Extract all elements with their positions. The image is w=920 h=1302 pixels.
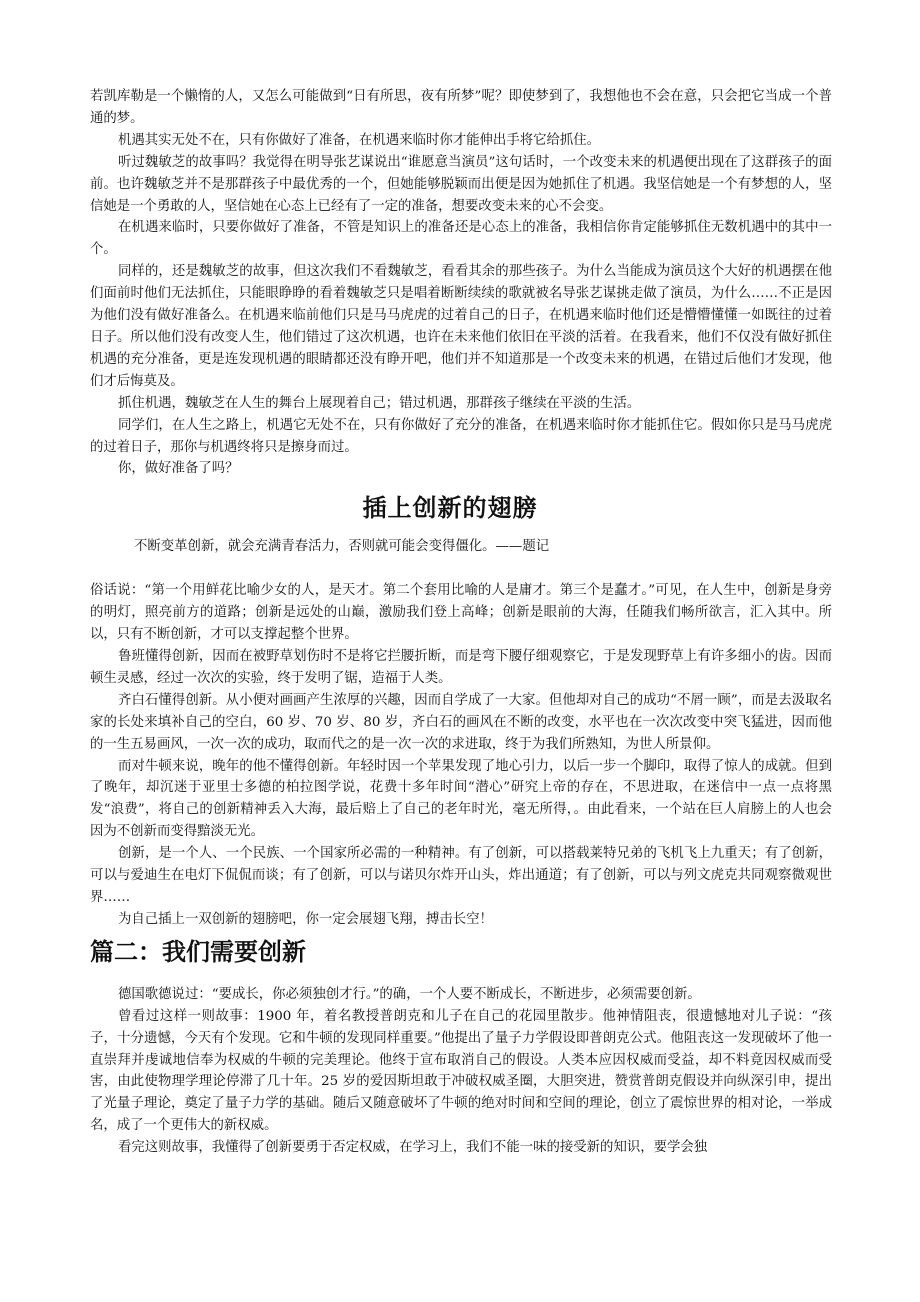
paragraph: 齐白石懂得创新。从小便对画画产生浓厚的兴趣，因而自学成了一大家。但他却对自己的成功“不屑一顾”，而是去汲取名家的长处来填补自己的空白，60 岁、70 岁、80 岁，齐白石的画风在不断的改变，水平也在一次次改变中突飞猛进，因而他的一生五易画风，一次一次的成功，取而代之的是一次一次的求进取，终于为我们所熟知，为世人所景仰。	[90, 692, 832, 752]
paragraph: 在机遇来临时，只要你做好了准备，不管是知识上的准备还是心态上的准备，我相信你肯定能够抓住无数机遇中的其中一个。	[90, 220, 832, 258]
paragraph: 抓住机遇，魏敏芝在人生的舞台上展现着自己；错过机遇，那群孩子继续在平淡的生活。	[118, 395, 641, 411]
paragraph: 而对牛顿来说，晚年的他不懂得创新。年轻时因一个苹果发现了地心引力，以后一步一个脚印，取得了惊人的成就。但到了晚年，却沉迷于亚里士多德的柏拉图学说，花费十多年时间“潜心”研究上帝的存在，不思进取，在迷信中一点一点将黑发“浪费”，将自己的创新精神丢入大海，最后赔上了自己的老年时光，毫无所得，。由此看来，一个站在巨人肩膀上的人也会因为不创新而变得黯淡无光。	[90, 758, 832, 840]
essay-1-body	[90, 86, 832, 480]
paragraph: 若凯库勒是一个懒惰的人，又怎么可能做到“日有所思，夜有所梦”呢？即使梦到了，我想他也不会在意，只会把它当成一个普通的梦。	[90, 89, 832, 126]
paragraph: 俗话说：“第一个用鲜花比喻少女的人，是天才。第二个套用比喻的人是庸才。第三个是蠢才。”可见，在人生中，创新是身旁的明灯，照亮前方的道路；创新是远处的山巅，激励我们登上高峰；创新是眼前的大海，任随我们畅所欲言，汇入其中。所以，只有不断创新，才可以支撑起整个世界。	[90, 583, 832, 643]
paragraph: 听过魏敏芝的故事吗？我觉得在明导张艺谋说出“谁愿意当演员”这句话时，一个改变未来的机遇便出现在了这群孩子的面前。也许魏敏芝并不是那群孩子中最优秀的一个，但她能够脱颖而出便是因为她抓住了机遇。我坚信她是一个有梦想的人，坚信她是一个勇敢的人，坚信她在心态上已经有了一定的准备，想要改变未来的心不会变。	[90, 154, 832, 214]
essay-2-epigraph: 不断变革创新，就会充满青春活力，否则就可能会变得僵化。——题记	[134, 539, 550, 555]
section-heading: 篇二：我们需要创新	[90, 937, 306, 966]
paragraph: 创新，是一个人、一个民族、一个国家所必需的一种精神。有了创新，可以搭载莱特兄弟的飞机飞上九重天；有了创新，可以与爱迪生在电灯下侃侃而谈；有了创新，可以与诺贝尔炸开山头，炸出通道；有了创新，可以与列文虎克共同观察微观世界……	[90, 846, 832, 905]
paragraph: 德国歌德说过：“要成长，你必须独创才行。”的确，一个人要不断成长，不断进步，必须需要创新。	[118, 986, 701, 1002]
document-page	[90, 86, 832, 1159]
essay-2-title: 插上创新的翅膀	[362, 493, 538, 523]
paragraph: 看完这则故事，我懂得了创新要勇于否定权威，在学习上，我们不能一味的接受新的知识，要学会独	[118, 1140, 708, 1156]
paragraph: 曾看过这样一则故事：1900 年，着名教授普朗克和儿子在自己的花园里散步。他神情阻丧，很遗憾地对儿子说：“孩子，十分遗憾，今天有个发现。它和牛顿的发现同样重要。”他提出了量子力学假设即普朗克公式。他阻丧这一发现破坏了他一直崇拜并虔诚地信奉为权威的牛顿的完美理论。他终于宣布取消自己的假设。人类本应因权威而受益，却不料竟因权威而受害，由此使物理学理论停滞了几十年。25 岁的爱因斯坦敢于冲破权威圣圈，大胆突进，赞赏普朗克假设并向纵深引申，提出了光量子理论，奠定了量子力学的基础。随后又随意破坏了牛顿的绝对时间和空间的理论，创立了震惊世界的相对论，一举成名，成了一个更伟大的新权威。	[90, 1008, 832, 1134]
paragraph: 为自己插上一双创新的翅膀吧，你一定会展翅飞翔，搏击长空！	[118, 911, 493, 927]
section-2-body	[90, 984, 832, 1159]
paragraph: 机遇其实无处不在，只有你做好了准备，在机遇来临时你才能伸出手将它给抓住。	[118, 132, 601, 148]
paragraph: 同样的，还是魏敏芝的故事，但这次我们不看魏敏芝，看看其余的那些孩子。为什么当能成为演员这个大好的机遇摆在他们面前时他们无法抓住，只能眼睁睁的看着魏敏芝只是唱着断断续续的歌就被名导张艺谋挑走做了演员，为什么……不正是因为他们没有做好准备么。在机遇来临前他们只是马马虎虎的过着自己的日子，在机遇来临时他们还是懵懵懂懂一如既往的过着日子。所以他们没有改变人生，他们错过了这次机遇，也许在未来他们依旧在平淡的活着。在我看来，他们不仅没有做好抓住机遇的充分准备，更是连发现机遇的眼睛都还没有睁开吧，他们并不知道那是一个改变未来的机遇，在错过后他们才发现，他们才后悔莫及。	[90, 264, 832, 389]
paragraph: 鲁班懂得创新，因而在被野草划伤时不是将它拦腰折断，而是弯下腰仔细观察它，于是发现野草上有许多细小的齿。因而顿生灵感，经过一次次的实验，终于发明了锯，造福于人类。	[90, 649, 832, 686]
paragraph: 你，做好准备了吗？	[118, 461, 239, 477]
essay-2-body	[90, 580, 832, 931]
paragraph: 同学们，在人生之路上，机遇它无处不在，只有你做好了充分的准备，在机遇来临时你才能抓住它。假如你只是马马虎虎的过着日子，那你与机遇终将只是擦身而过。	[90, 417, 832, 455]
